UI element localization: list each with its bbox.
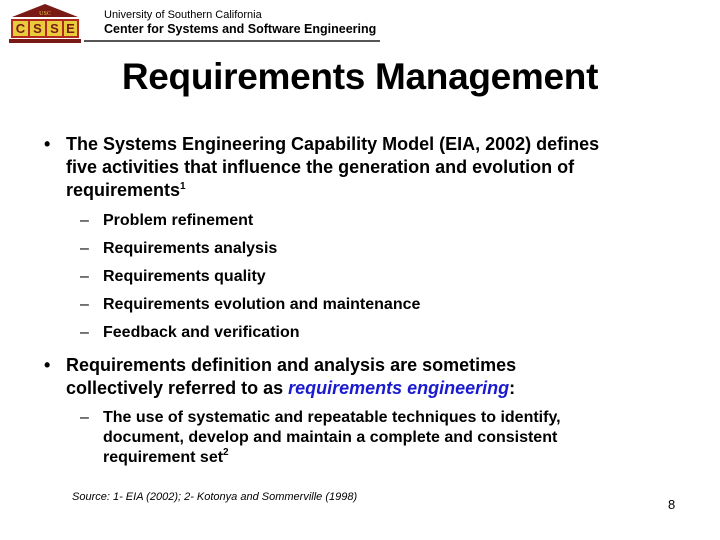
center-name: Center for Systems and Software Engineering — [104, 22, 377, 36]
slide-title: Requirements Management — [121, 56, 599, 97]
bullet-1-line-1: The Systems Engineering Capability Model (EIA, 2002) defines — [66, 134, 600, 154]
svg-text:S: S — [33, 21, 42, 36]
sub-item-4: – Requirements evolution and maintenance — [80, 296, 421, 313]
footnote-ref-1: 1 — [180, 181, 186, 192]
svg-text:S: S — [50, 21, 59, 36]
footnote-ref-2: 2 — [223, 447, 229, 458]
svg-text:E: E — [66, 21, 75, 36]
bullet-1-line-3: requirements$^1$ — [66, 180, 186, 200]
emphasis-requirements-engineering: requirements engineering — [288, 378, 510, 398]
header-divider — [84, 40, 380, 42]
dash-mark: – — [80, 296, 89, 313]
bullet-1-line-2: five activities that influence the generation and evolution of — [66, 157, 575, 177]
dash-mark: – — [80, 409, 89, 426]
dash-mark: – — [80, 212, 89, 229]
page-number: 8 — [668, 497, 676, 512]
university-name: University of Southern California — [104, 9, 262, 21]
bullet-2-line-1: Requirements definition and analysis are sometimes — [66, 355, 517, 375]
sub-item-3: – Requirements quality — [80, 268, 266, 285]
bullet-2 — [44, 354, 706, 400]
bullet-mark: • — [44, 355, 51, 375]
csse-logo — [6, 3, 84, 45]
sub-item-1: – Problem refinement — [80, 212, 254, 229]
bullet-2-line-2: collectively referred to as requirements engineering: — [66, 378, 516, 398]
dash-mark: – — [80, 324, 89, 341]
sub-item-definition: – The use of systematic and repeatable techniques to identify, document, develop and maintain a complete and consistent requirement set$^2$ — [80, 409, 561, 466]
logo-usc-text: USC — [39, 11, 51, 17]
sub-item-2: – Requirements analysis — [80, 240, 278, 257]
bullet-1 — [44, 133, 706, 202]
dash-mark: – — [80, 240, 89, 257]
svg-text:C: C — [15, 21, 26, 36]
source-citation: Source: 1- EIA (2002); 2- Kotonya and Sommerville (1998) — [72, 491, 358, 503]
bullet-mark: • — [44, 134, 51, 154]
dash-mark: – — [80, 268, 89, 285]
sub-item-5: – Feedback and verification — [80, 324, 300, 341]
